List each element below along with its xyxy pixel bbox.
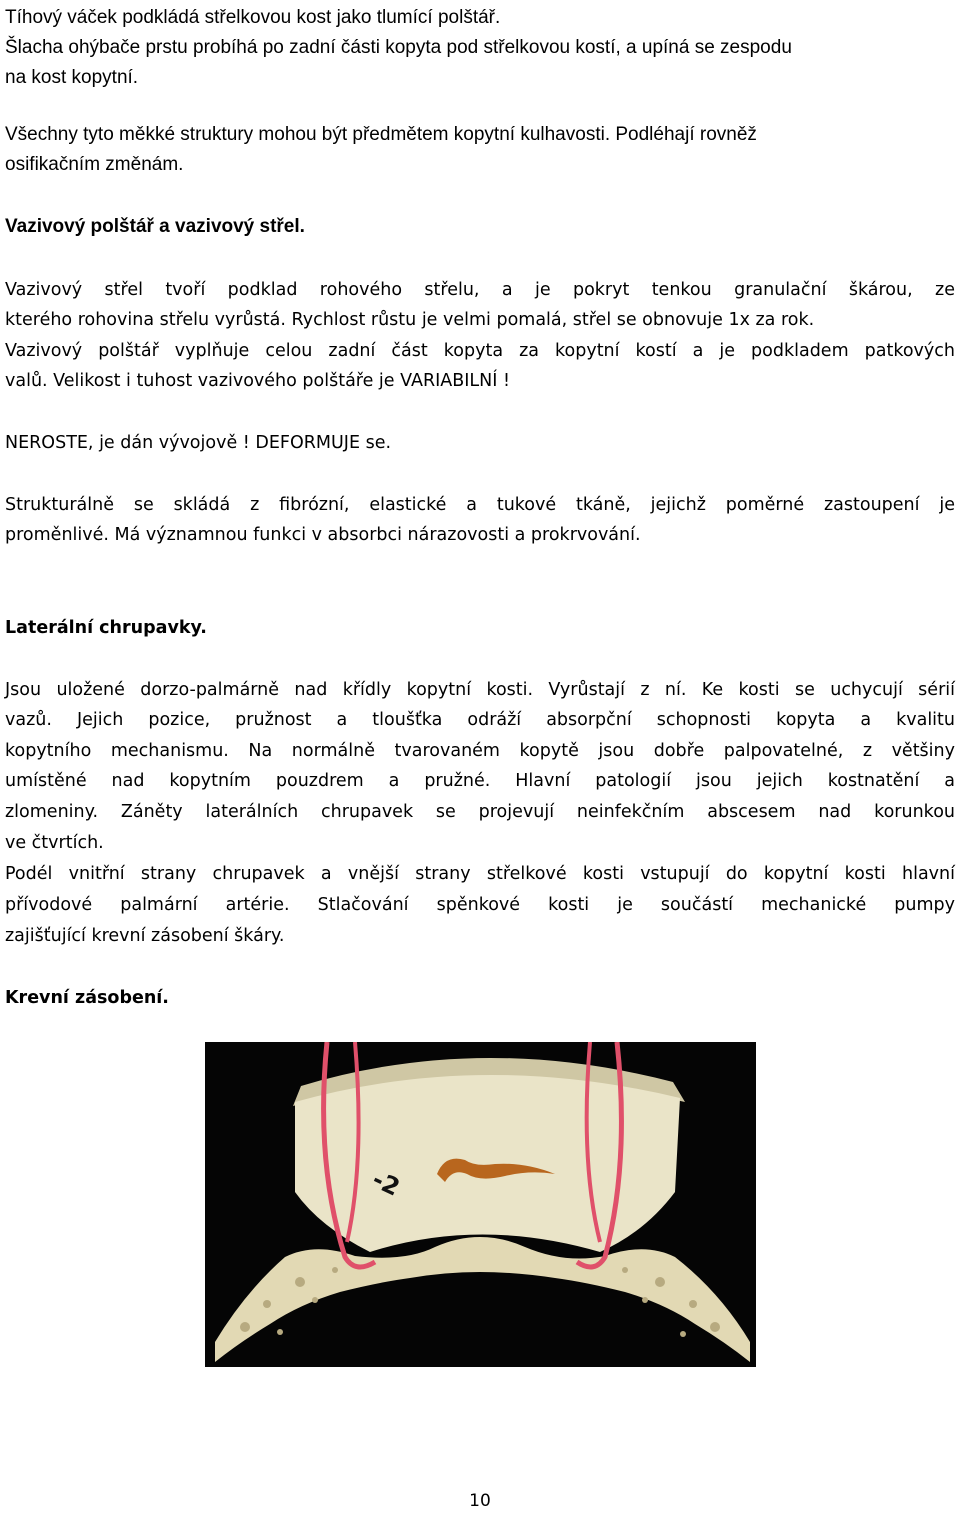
vazivovy-p1-line-1: Vazivový střel tvoří podklad rohového střelu, a je pokryt tenkou granulační škárou, ze	[5, 280, 955, 300]
lateralni-line-7: Podél vnitřní strany chrupavek a vnější strany střelkové kosti vstupují do kopytní kosti hlavní	[5, 864, 955, 884]
intro-line-4: Všechny tyto měkké struktury mohou být předmětem kopytní kulhavosti. Podléhají rovněž	[5, 124, 757, 145]
heading-vazivovy: Vazivový polštář a vazivový střel.	[5, 216, 305, 237]
intro-line-5: osifikačním změnám.	[5, 154, 184, 175]
vazivovy-p2: NEROSTE, je dán vývojově ! DEFORMUJE se.	[5, 433, 392, 453]
lateralni-line-6: ve čtvrtích.	[5, 833, 104, 853]
vazivovy-p1-line-4: valů. Velikost i tuhost vazivového polštáře je VARIABILNÍ !	[5, 371, 510, 391]
vazivovy-p3-line-1: Strukturálně se skládá z fibrózní, elastické a tukové tkáně, jejichž poměrné zastoupení je	[5, 495, 955, 515]
vazivovy-p1-line-2: kterého rohovina střelu vyrůstá. Rychlost růstu je velmi pomalá, střel se obnovuje 1x za rok.	[5, 310, 815, 330]
hoof-cross-section-photo	[205, 1042, 756, 1367]
lateralni-line-2: vazů. Jejich pozice, pružnost a tloušťka odráží absorpční schopnosti kopyta a kvalitu	[5, 710, 955, 730]
drawn-label-mark: -2	[368, 1165, 405, 1202]
heading-lateralni: Laterální chrupavky.	[5, 618, 207, 638]
intro-line-2: Šlacha ohýbače prstu probíhá po zadní části kopyta pod střelkovou kostí, a upíná se zespodu	[5, 37, 792, 58]
lateralni-line-3: kopytního mechanismu. Na normálně tvarovaném kopytě jsou dobře palpovatelné, z většiny	[5, 741, 955, 761]
intro-line-1: Tíhový váček podkládá střelkovou kost jako tlumící polštář.	[5, 7, 501, 28]
intro-line-3: na kost kopytní.	[5, 67, 139, 88]
heading-krevni: Krevní zásobení.	[5, 988, 169, 1008]
vazivovy-p3-line-2: proměnlivé. Má významnou funkci v absorbci nárazovosti a prokrvování.	[5, 525, 641, 545]
lateralni-line-5: zlomeniny. Záněty laterálních chrupavek se projevují neinfekčním abscesem nad korunkou	[5, 802, 955, 822]
lateralni-line-8: přívodové palmární artérie. Stlačování spěnkové kosti je součástí mechanické pumpy	[5, 895, 955, 915]
page-number: 10	[469, 1491, 491, 1511]
vazivovy-p1-line-3: Vazivový polštář vyplňuje celou zadní část kopyta za kopytní kostí a je podkladem patkových	[5, 341, 955, 361]
lateralni-line-1: Jsou uložené dorzo-palmárně nad křídly kopytní kosti. Vyrůstají z ní. Ke kosti se uchycují sérií	[5, 680, 955, 700]
lateralni-line-4: umístěné nad kopytním pouzdrem a pružné. Hlavní patologií jsou jejich kostnatění a	[5, 771, 955, 791]
lateralni-line-9: zajišťující krevní zásobení škáry.	[5, 926, 285, 946]
